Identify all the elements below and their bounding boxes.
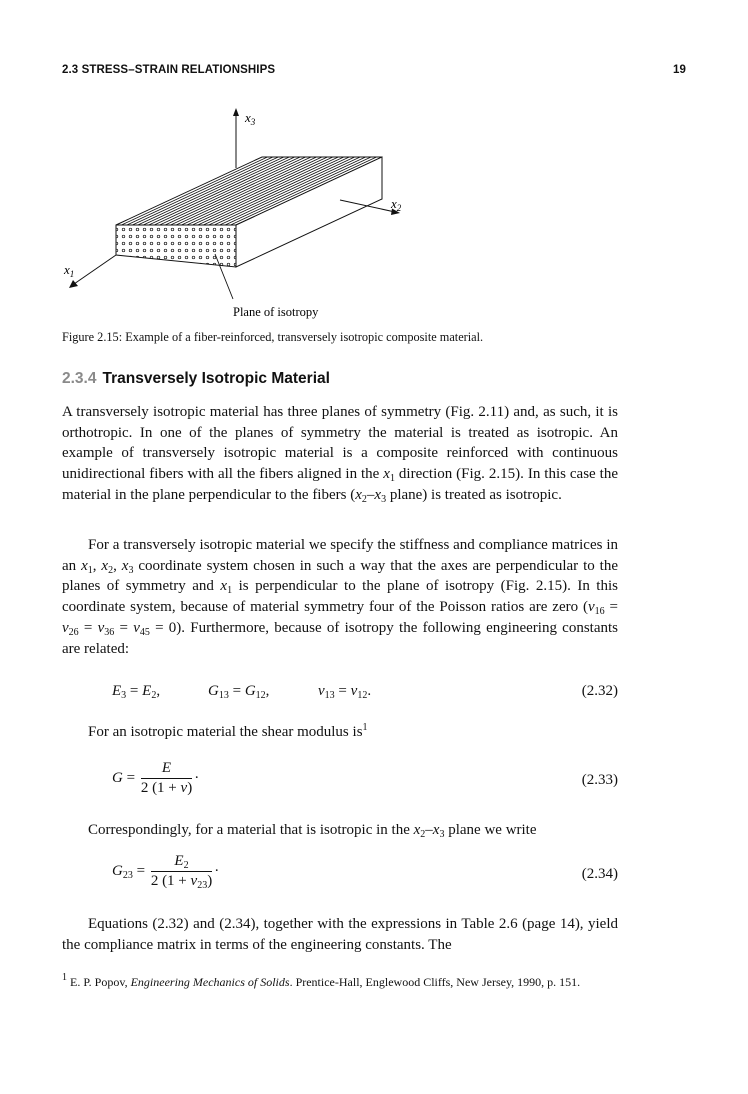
x2-label: $x_2$ [391,196,402,213]
x1-label: $x_1$ [64,262,75,279]
equation-2-34: $G_{23}$ = $\frac{E_2}{2 (1 + \nu_{23})}$ · (2.34) [112,853,618,891]
figure-caption: Figure 2.15: Example of a fiber-reinforced, transversely isotropic composite material. [62,330,484,344]
figure-fiber-composite [50,100,430,325]
x3-arrowhead-icon [233,108,239,116]
equation-number: (2.33) [581,772,618,788]
paragraph-3: For an isotropic material the shear modulus $is^1$ [88,722,368,740]
running-head [62,64,686,84]
equation-2-33: G = $\frac{E}{2 (1 + \nu)}$ · (2.33) [112,760,618,796]
x1-arrowhead-icon [69,280,78,288]
figure-drawing [50,100,430,325]
equation-number: (2.34) [581,866,618,882]
section-title: Transversely Isotropic Material [102,370,330,387]
plane-of-isotropy-label: Plane of isotropy [233,305,319,319]
footnote: $^1$ E. P. Popov, Engineering Mechanics of Solids. Prentice-Hall, Englewood Cliffs, New Jersey, 1990, p. 151. [62,972,581,989]
paragraph-1: A transversely isotropic material has three planes of symmetry (Fig. 2.11) and, as such, it is orthotropic. In one of the planes of symmetry the material is treated as isotropic. An example of transversely isotropic material is a composite reinforced with continuous unidirectional fibers with all the fibers aligned in the $x_1$ direction (Fig. 2.15). In this case the material in the plane perpendicular to the fibers ($x_2-x_3$ plane) is treated as isotropic. [62,404,618,505]
footnote-marker: 1 [362,722,368,733]
section-number: 2.3.4 [62,370,97,387]
equation-number: (2.32) [581,683,618,699]
paragraph-2: For a transversely isotropic material we specify the stiffness and compliance matrices in an $x_1$, $x_2$, $x_3$ coordinate system chosen in such a way that the axes are perpendicular to the planes of symmetry and $x_1$ is perpendicular to the plane of isotropy (Fig. 2.15). In this coordinate system, because of material symmetry four of the Poisson ratios are zero $(\nu_{16} = \nu_{26} = \nu_{36} = \nu_{45} = 0)$. Furthermore, because of isotropy the following engineering constants are related: [62,537,618,657]
page-number: 19 [673,64,686,76]
section-heading [62,370,330,388]
running-head-title: 2.3 STRESS–STRAIN RELATIONSHIPS [62,64,276,76]
paragraph-4: Correspondingly, for a material that is isotropic in the $x_2-x_3$ plane we write [88,822,537,840]
paragraph-5: Equations (2.32) and (2.34), together with the expressions in Table 2.6 (page 14), yield the compliance matrix in terms of the engineering constants. The [62,916,618,953]
x3-label: $x_3$ [245,110,256,127]
x1-axis-line [74,255,116,284]
